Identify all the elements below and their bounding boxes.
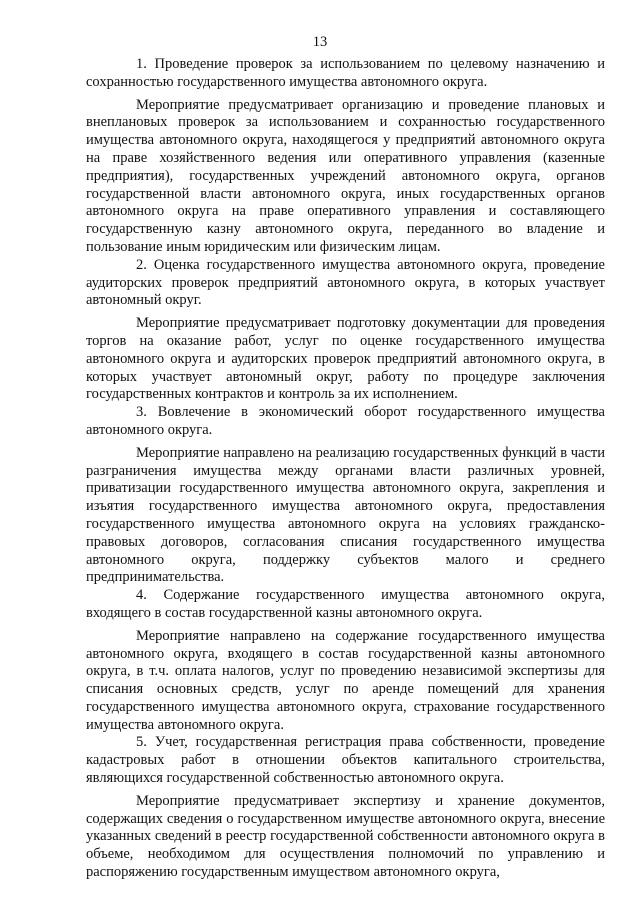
section-4-heading: 4. Содержание государственного имущества автономного округа, входящего в состав государственной казны автономного округа. bbox=[86, 587, 605, 621]
section-2-text: Мероприятие предусматривает подготовку документации для проведения торгов на оказание работ, услуг по оценке государственного имущества автономного округа и аудиторских проверок предприятий автономного округа, в которых участвует автономный округ, работу по процедуре заключения государственных контрактов и контроль за их исполнением. bbox=[86, 315, 605, 403]
section-3-text: Мероприятие направлено на реализацию государственных функций в части разграничения имущества между органами власти различных уровней, приватизации государственного имущества автономного округа, закрепления и изъятия государственного имущества автономного округа, предоставления государственного имущества автономного округа на условиях гражданско-правовых договоров, согласования списания государственного имущества автономного округа, поддержку субъектов малого и среднего предпринимательства. bbox=[86, 444, 605, 586]
section-1-heading: 1. Проведение проверок за использованием по целевому назначению и сохранностью государственного имущества автономного округа. bbox=[86, 56, 605, 90]
section-5-heading: 5. Учет, государственная регистрация права собственности, проведение кадастровых работ в отношении объектов капитального строительства, являющихся государственной собственностью автономного округа. bbox=[86, 734, 605, 787]
section-4-text: Мероприятие направлено на содержание государственного имущества автономного округа, входящего в состав государственной казны автономного округа, в т.ч. оплата налогов, услуг по проведению независимой экспертизы для списания основных средств, услуг по аренде помещений для хранения государственного имущества автономного округа, страхование государственного имущества автономного округа. bbox=[86, 627, 605, 733]
section-2-heading: 2. Оценка государственного имущества автономного округа, проведение аудиторских проверок предприятий автономного округа, в которых участвует автономный округ. bbox=[86, 256, 605, 309]
document-body bbox=[86, 56, 605, 882]
section-3-heading: 3. Вовлечение в экономический оборот государственного имущества автономного округа. bbox=[86, 404, 605, 438]
section-5-text: Мероприятие предусматривает экспертизу и хранение документов, содержащих сведения о государственном имуществе автономного округа, внесение указанных сведений в реестр государственной собственности автономного округа в объеме, необходимом для осуществления полномочий по управлению и распоряжению государственным имуществом автономного округа, bbox=[86, 792, 605, 881]
section-1-text: Мероприятие предусматривает организацию и проведение плановых и внеплановых проверок за использованием и сохранностью государственного имущества автономного округа, находящегося у предприятий автономного округа на праве хозяйственного ведения или оперативного управления (казенные предприятия), государственных учреждений автономного округа, органов государственной власти автономного округа, иных государственных органов автономного округа на праве оперативного управления и составляющего государственную казну автономного округа, переданного во владение и пользование иным юридическим или физическим лицам. bbox=[86, 96, 605, 255]
page-number: 13 bbox=[312, 34, 328, 50]
